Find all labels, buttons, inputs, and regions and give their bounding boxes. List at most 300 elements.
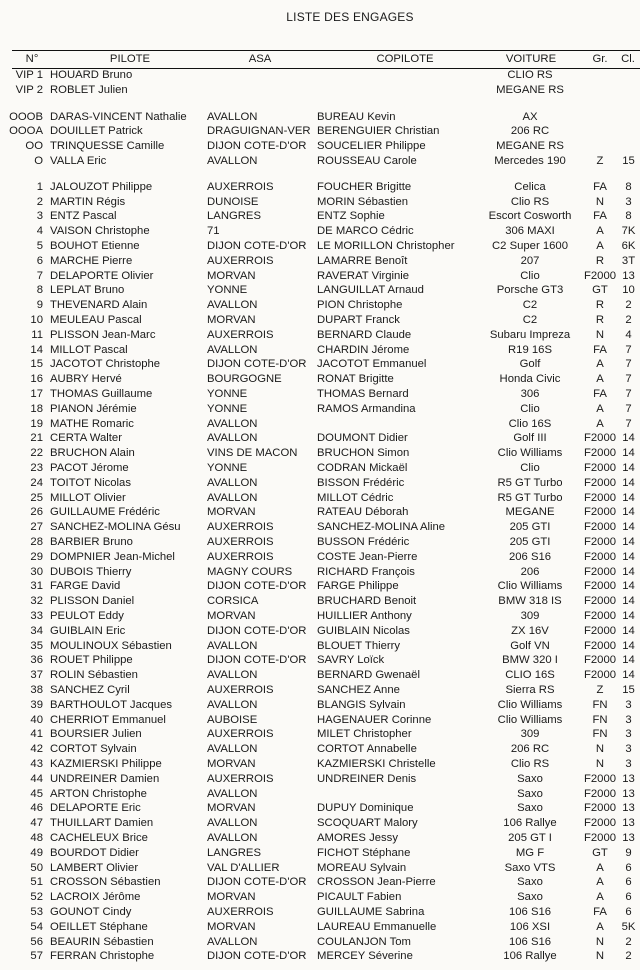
table-row [0,68,640,83]
asa-name: BOURGOGNE [207,373,282,386]
header-cl: Cl. [621,53,635,65]
pilote-name: MILLOT Pascal [50,343,128,356]
class: 14 [622,669,635,682]
group: A [596,240,604,252]
voiture-name: 206 [520,565,540,578]
row-number: 1 [36,180,43,193]
class: 7 [625,402,632,415]
pilote-name: UNDREINER Damien [50,772,160,785]
class: 3 [625,195,632,208]
pilote-name: DOUILLET Patrick [50,125,143,138]
class: 14 [622,476,635,489]
copilote-name: COSTE Jean-Pierre [317,550,418,563]
voiture-name: C2 [522,299,538,312]
class: 3 [625,713,632,726]
voiture-name: C2 [522,314,538,326]
group: F2000 [584,432,616,445]
copilote-name: COULANJON Tom [317,935,411,948]
pilote-name: DOMPNIER Jean-Michel [50,550,175,563]
table-row [0,417,640,432]
table-row [0,801,640,816]
copilote-name: JACOTOT Emmanuel [317,358,427,371]
asa-name: 71 [207,225,220,238]
row-number: 39 [30,698,43,711]
asa-name: YONNE [207,462,248,474]
pilote-name: BEAURIN Sébastien [50,935,154,948]
copilote-name: RONAT Brigitte [317,373,394,386]
pilote-name: PLISSON Jean-Marc [50,328,156,341]
row-number: 16 [30,373,43,386]
voiture-name: R19 16S [508,343,552,356]
class: 14 [622,432,635,445]
pilote-name: PLISSON Daniel [50,595,135,608]
table-row [0,154,640,169]
voiture-name: Clio Williams [497,447,563,460]
group: R [595,314,605,326]
class: 3 [625,743,632,756]
row-number: 17 [30,388,43,400]
voiture-name: 205 GTI [509,521,551,534]
class: 14 [622,491,635,504]
voiture-name: R5 GT Turbo [497,491,563,504]
table-row [0,328,640,343]
table-row [0,742,640,757]
copilote-name: BLANGIS Sylvain [317,698,406,711]
row-number: 10 [30,314,43,326]
row-number: 29 [30,550,43,563]
voiture-name: MEGANE [505,506,555,519]
asa-name: MORVAN [207,314,256,326]
group: FA [593,343,607,356]
voiture-name: 205 GT I [508,832,552,844]
header-row [0,52,640,67]
row-number: 21 [30,432,43,445]
copilote-name: DOUMONT Didier [317,432,408,445]
voiture-name: Mercedes 190 [494,155,566,167]
row-number: 26 [30,506,43,519]
group: F2000 [584,787,616,800]
asa-name: YONNE [207,402,248,415]
copilote-name: THOMAS Bernard [317,388,409,400]
copilote-name: DUPUY Dominique [317,802,414,815]
pilote-name: BOURDOT Didier [50,846,139,859]
asa-name: DIJON COTE-D'OR [207,654,307,667]
voiture-name: Clio [520,269,540,282]
class: 9 [625,846,632,859]
group: FN [592,713,608,726]
row-number: 53 [30,906,43,918]
copilote-name: PICAULT Fabien [317,891,402,904]
asa-name: DIJON COTE-D'OR [207,358,307,371]
table-row [0,550,640,565]
class: 3T [621,254,636,267]
pilote-name: CHERRIOT Emmanuel [50,713,166,726]
copilote-name: AMORES Jessy [317,832,398,844]
table-row [0,195,640,210]
voiture-name: 106 Rallye [503,950,557,963]
asa-name: MORVAN [207,269,256,282]
asa-name: AVALLON [207,491,258,504]
asa-name: AVALLON [207,743,258,756]
class: 13 [622,787,635,800]
voiture-name: Escort Cosworth [488,210,572,223]
voiture-name: 306 MAXI [505,225,555,238]
table-row [0,124,640,139]
pilote-name: GUILLAUME Frédéric [50,506,160,519]
asa-name: AVALLON [207,299,258,312]
table-row [0,110,640,125]
row-number: VIP 1 [15,69,43,81]
table-row [0,935,640,950]
group: F2000 [584,506,616,519]
header-gr: Gr. [592,53,608,65]
copilote-name: DUPART Franck [317,314,400,326]
asa-name: AVALLON [207,639,258,652]
table-row [0,668,640,683]
class: 8 [625,210,632,223]
asa-name: MORVAN [207,758,256,770]
row-number: 54 [30,920,43,933]
table-row [0,639,640,654]
row-number: O [34,155,43,167]
table-row [0,372,640,387]
group: FA [593,906,607,918]
voiture-name: CLIO RS [507,69,553,81]
voiture-name: Saxo VTS [504,861,556,874]
class: 7 [625,388,632,400]
row-number: 25 [30,491,43,504]
group: N [595,758,605,770]
row-number: 37 [30,669,43,682]
table-row [0,180,640,195]
row-number: 19 [30,417,43,430]
voiture-name: BMW 318 IS [498,595,562,608]
class: 6 [625,876,632,889]
row-number: 57 [30,950,43,963]
group: F2000 [584,447,616,460]
class: 4 [625,328,632,341]
class: 6 [625,861,632,874]
copilote-name: RAMOS Armandina [317,402,416,415]
group: A [596,861,604,874]
group: F2000 [584,565,616,578]
row-number: 56 [30,935,43,948]
class: 6K [621,240,636,252]
copilote-name: SCOQUART Malory [317,817,418,830]
class: 13 [622,832,635,844]
voiture-name: Clio RS [510,195,550,208]
pilote-name: KAZMIERSKI Philippe [50,758,162,770]
class: 14 [622,521,635,534]
asa-name: AUXERROIS [207,180,274,193]
asa-name: AVALLON [207,832,258,844]
group: N [595,935,605,948]
asa-name: DIJON COTE-D'OR [207,240,307,252]
pilote-name: LACROIX Jérôme [50,891,141,904]
row-number: 6 [36,254,43,267]
copilote-name: GUILLAUME Sabrina [317,906,425,918]
table-row [0,683,640,698]
voiture-name: 106 S16 [508,935,552,948]
group: F2000 [584,669,616,682]
class: 14 [622,639,635,652]
copilote-name: SOUCELIER Philippe [317,140,426,153]
copilote-name: KAZMIERSKI Christelle [317,758,436,770]
row-number: 51 [30,876,43,889]
copilote-name: SANCHEZ-MOLINA Aline [317,521,446,534]
pilote-name: MARCHE Pierre [50,254,133,267]
header-copilote: COPILOTE [376,53,434,65]
voiture-name: Celica [514,180,546,193]
voiture-name: Golf [519,358,541,371]
pilote-name: MILLOT Olivier [50,491,126,504]
pilote-name: CERTA Walter [50,432,122,445]
class: 5K [621,920,636,933]
copilote-name: RICHARD François [317,565,415,578]
class: 6 [625,906,632,918]
row-number: 40 [30,713,43,726]
group: A [596,225,604,238]
copilote-name: MERCEY Séverine [317,950,413,963]
voiture-name: Saxo [517,876,543,889]
class: 6 [625,891,632,904]
pilote-name: SANCHEZ-MOLINA Gésu [50,521,181,534]
table-row [0,446,640,461]
table-row [0,846,640,861]
row-number: 32 [30,595,43,608]
row-number: 48 [30,832,43,844]
row-number: OOOA [9,125,43,138]
asa-name: YONNE [207,388,248,400]
class: 14 [622,506,635,519]
copilote-name: BISSON Frédéric [317,476,405,489]
voiture-name: 205 GTI [509,536,551,548]
group: A [596,876,604,889]
table-row [0,920,640,935]
table-row [0,861,640,876]
page-title: LISTE DES ENGAGES [286,10,414,24]
group: F2000 [584,610,616,622]
pilote-name: FARGE David [50,580,121,593]
voiture-name: Subaru Impreza [489,328,571,341]
asa-name: CORSICA [207,595,259,608]
group: F2000 [584,536,616,548]
pilote-name: BRUCHON Alain [50,447,135,460]
table-row [0,283,640,298]
group: N [595,328,605,341]
copilote-name: DE MARCO Cédric [317,225,414,238]
voiture-name: 106 S16 [508,906,552,918]
table-row [0,816,640,831]
pilote-name: TRINQUESSE Camille [50,140,165,153]
table-row [0,239,640,254]
asa-name: DUNOISE [207,195,259,208]
asa-name: AUXERROIS [207,521,274,534]
table-row [0,313,640,328]
row-number: 46 [30,802,43,815]
row-number: 52 [30,891,43,904]
row-number: 49 [30,846,43,859]
table-row [0,579,640,594]
voiture-name: Saxo [517,787,543,800]
asa-name: AUXERROIS [207,684,274,696]
pilote-name: TOITOT Nicolas [50,476,131,489]
class: 14 [622,654,635,667]
class: 14 [622,550,635,563]
table-row [0,653,640,668]
asa-name: MORVAN [207,802,256,815]
copilote-name: CORTOT Annabelle [317,743,417,756]
row-number: 8 [36,284,43,297]
header-asa: ASA [248,53,272,65]
voiture-name: Clio [520,402,540,415]
row-number: 24 [30,476,43,489]
group: F2000 [584,624,616,637]
voiture-name: ZX 16V [511,624,549,637]
row-number: 2 [36,195,43,208]
group: FA [593,388,607,400]
group: R [595,254,605,267]
table-row [0,890,640,905]
copilote-name: BLOUET Thierry [317,639,401,652]
row-number: 7 [36,269,43,282]
pilote-name: MEULEAU Pascal [50,314,142,326]
asa-name: VINS DE MACON [207,447,298,460]
asa-name: YONNE [207,284,248,297]
asa-name: AUXERROIS [207,550,274,563]
class: 7 [625,343,632,356]
class: 10 [622,284,635,297]
asa-name: AVALLON [207,935,258,948]
class: 13 [622,772,635,785]
voiture-name: Honda Civic [499,373,561,386]
table-row [0,139,640,154]
table-row [0,402,640,417]
voiture-name: 206 RC [510,743,550,756]
table-row [0,905,640,920]
voiture-name: 106 XSI [509,920,551,933]
copilote-name: RATEAU Déborah [317,506,409,519]
group: A [596,891,604,904]
row-number: 44 [30,772,43,785]
asa-name: AUXERROIS [207,328,274,341]
copilote-name: LANGUILLAT Arnaud [317,284,424,297]
voiture-name: C2 Super 1600 [492,240,568,252]
pilote-name: FERRAN Christophe [50,950,155,963]
table-row [0,565,640,580]
group: F2000 [584,476,616,489]
table-row [0,772,640,787]
asa-name: MORVAN [207,610,256,622]
group: F2000 [584,817,616,830]
pilote-name: MOULINOUX Sébastien [50,639,172,652]
copilote-name: RAVERAT Virginie [317,269,410,282]
pilote-name: THOMAS Guillaume [50,388,153,400]
copilote-name: UNDREINER Denis [317,772,417,785]
voiture-name: Saxo [517,772,543,785]
asa-name: DIJON COTE-D'OR [207,876,307,889]
class: 14 [622,462,635,474]
voiture-name: 207 [520,254,540,267]
group: F2000 [584,772,616,785]
copilote-name: BERNARD Gwenaël [317,669,420,682]
row-number: 5 [36,240,43,252]
group: FN [592,698,608,711]
pilote-name: PACOT Jérome [50,462,129,474]
pilote-name: LAMBERT Olivier [50,861,139,874]
row-number: OO [25,140,43,153]
table-row [0,831,640,846]
row-number: 11 [31,328,43,341]
asa-name: MAGNY COURS [207,565,293,578]
group: N [595,195,605,208]
row-number: 22 [30,447,43,460]
table-row [0,83,640,98]
voiture-name: Clio 16S [508,417,552,430]
copilote-name: BRUCHON Simon [317,447,410,460]
table-row [0,224,640,239]
pilote-name: VALLA Eric [50,155,107,167]
row-number: 23 [30,462,43,474]
class: 2 [625,935,632,948]
asa-name: AUXERROIS [207,536,274,548]
group: N [595,950,605,963]
row-number: 50 [30,861,43,874]
table-row [0,787,640,802]
asa-name: AUXERROIS [207,772,274,785]
copilote-name: LAUREAU Emmanuelle [317,920,437,933]
pilote-name: ROUET Philippe [50,654,133,667]
pilote-name: CACHELEUX Brice [50,832,148,844]
asa-name: AVALLON [207,432,258,445]
pilote-name: THEVENARD Alain [50,299,148,312]
copilote-name: BRUCHARD Benoit [317,595,417,608]
asa-name: AUBOISE [207,713,258,726]
asa-name: LANGRES [207,210,261,223]
voiture-name: 106 Rallye [503,817,557,830]
copilote-name: BERNARD Claude [317,328,412,341]
table-row [0,254,640,269]
pilote-name: SANCHEZ Cyril [50,684,130,696]
table-row [0,535,640,550]
pilote-name: BOURSIER Julien [50,728,142,741]
row-number: 30 [30,565,43,578]
copilote-name: SAVRY Loïck [317,654,385,667]
class: 7 [625,373,632,386]
group: N [595,743,605,756]
row-number: 36 [30,654,43,667]
pilote-name: ARTON Christophe [50,787,147,800]
voiture-name: 309 [520,610,540,622]
asa-name: AVALLON [207,817,258,830]
pilote-name: BARBIER Bruno [50,536,133,548]
table-row [0,949,640,964]
voiture-name: Clio [520,462,540,474]
class: 8 [625,180,632,193]
row-number: OOOB [9,110,43,123]
voiture-name: AX [522,110,538,123]
class: 2 [625,299,632,312]
class: 7K [621,225,636,238]
group: F2000 [584,595,616,608]
class: 3 [625,728,632,741]
group: F2000 [584,521,616,534]
table-row [0,505,640,520]
class: 2 [625,314,632,326]
copilote-name: PION Christophe [317,299,403,312]
table-row [0,757,640,772]
class: 14 [622,536,635,548]
